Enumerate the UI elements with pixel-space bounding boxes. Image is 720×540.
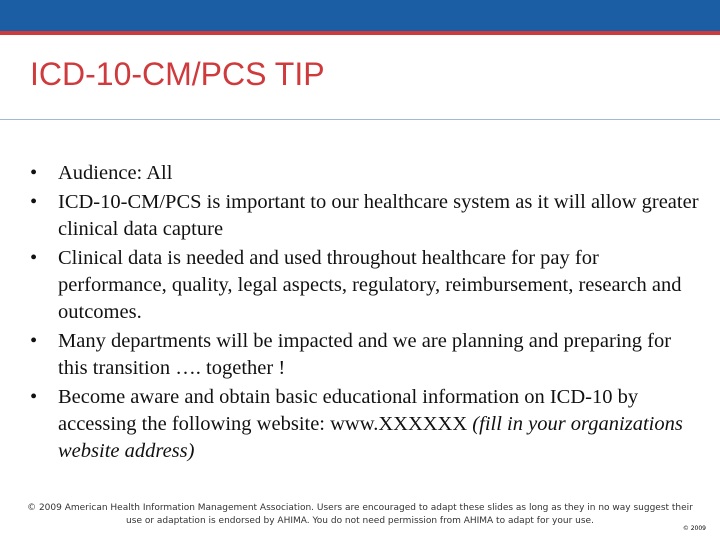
bullet-text: Become aware and obtain basic educational information on ICD-10 by accessing the following website: www.XXXXXX [58, 386, 639, 435]
bullet-text: Many departments will be impacted and we are planning and preparing for this transition …. together ! [58, 330, 672, 379]
copyright-footer: © 2009 American Health Information Management Association. Users are encouraged to adapt these slides as long as they in no way suggest their use or adaptation is endorsed by AHIMA. You do not need permission from AHIMA to adapt for your use. [27, 503, 693, 526]
bullet-glyph: • [30, 386, 38, 408]
bullet-glyph: • [30, 191, 38, 213]
bullet-text: Clinical data is needed and used throughout healthcare for pay for performance, quality, legal aspects, regulatory, reimbursement, research and outcomes. [58, 247, 682, 323]
header-band [0, 0, 720, 31]
bullet-glyph: • [30, 162, 38, 184]
bullet-item-audience [30, 160, 700, 187]
website-fill-in-note: (fill in your organizations website address) [58, 413, 683, 462]
header-red-rule [0, 31, 720, 35]
corner-copyright: © 2009 [682, 525, 706, 532]
bullet-list [30, 160, 700, 465]
bullet-text: Audience: All [58, 162, 173, 184]
bullet-item-clinical-data [30, 245, 700, 326]
bullet-item-departments [30, 328, 700, 382]
bullet-text: ICD-10-CM/PCS is important to our healthcare system as it will allow greater clinical data capture [58, 191, 699, 240]
bullet-item-importance [30, 189, 700, 243]
bullet-item-website [30, 384, 700, 465]
title-divider [0, 119, 720, 120]
bullet-glyph: • [30, 330, 38, 352]
slide-title: ICD-10-CM/PCS TIP [30, 56, 325, 92]
bullet-glyph: • [30, 247, 38, 269]
